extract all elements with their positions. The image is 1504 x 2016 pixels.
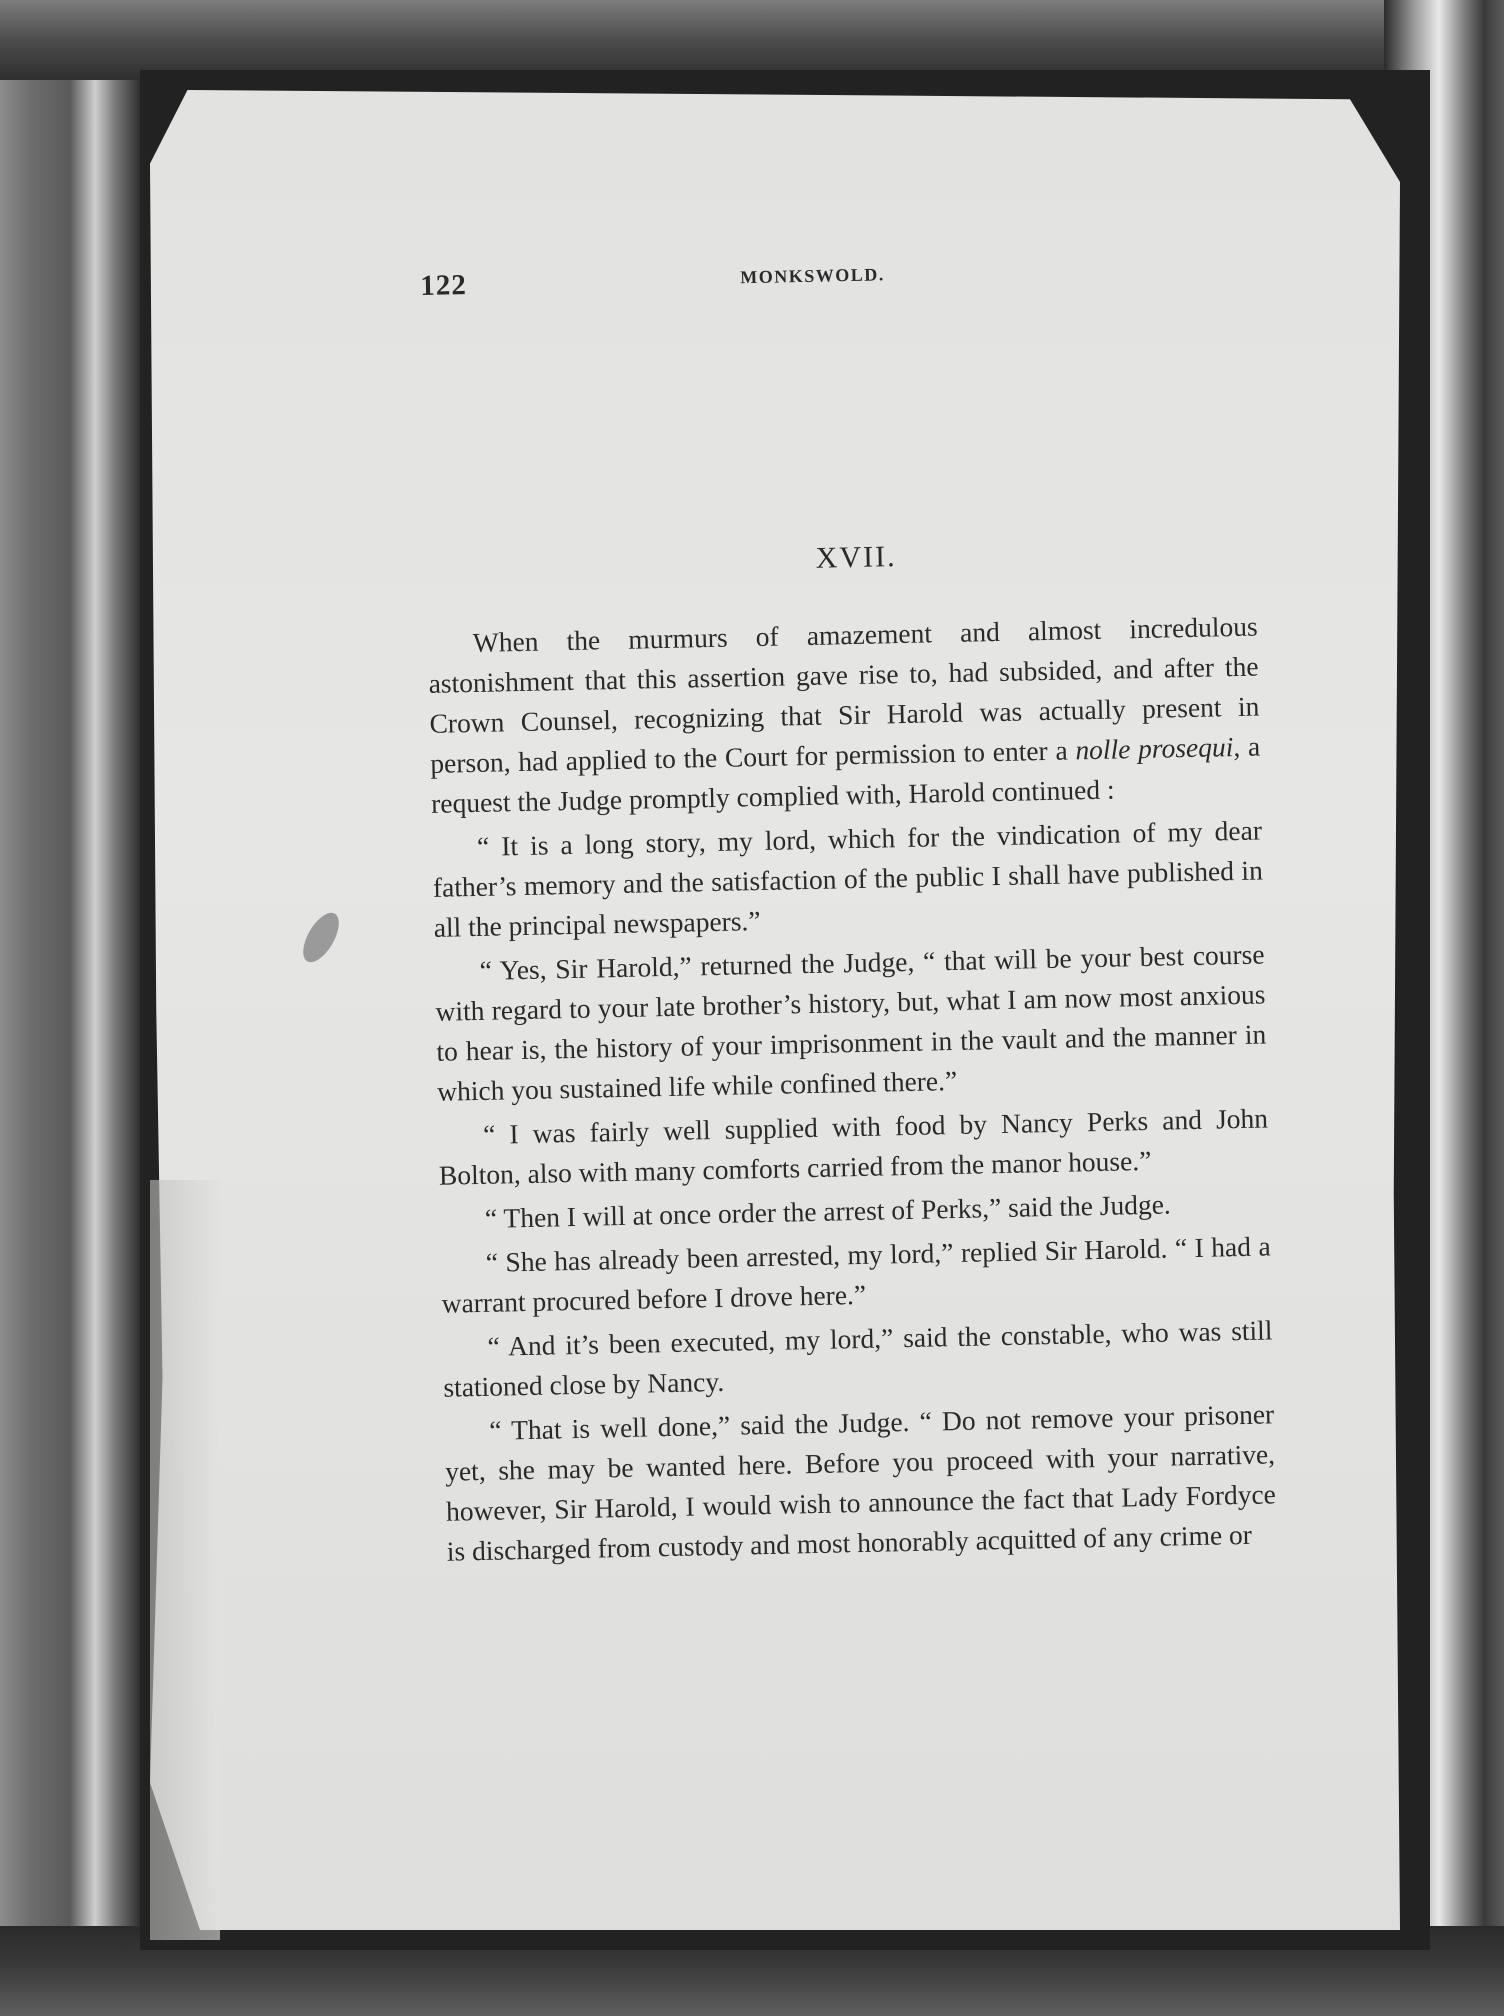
paragraph-1 bbox=[427, 607, 1261, 824]
page-content bbox=[420, 253, 1277, 1576]
paragraph-8: “ That is well done,” said the Judge. “ Do not remove your prisoner yet, she may be wanted here. Before you proceed with your narrative, however, Sir Harold, I would wish to announce the fact that Lady Fordyce is discharged from custody and most honorably acquitted of any crime or bbox=[444, 1398, 1277, 1567]
paragraph-3: “ Yes, Sir Harold,” returned the Judge, “ that will be your best course with regard to your late brother’s history, but, what I am now most anxious to hear is, the history of your imprisonment in the vault and the manner in which you sustained life while confined there.” bbox=[435, 938, 1267, 1107]
paragraph-1-italic: nolle prosequi, bbox=[1075, 730, 1241, 766]
torn-page-edge bbox=[150, 1180, 220, 1940]
running-head: MONKSWOLD. bbox=[740, 264, 885, 288]
paragraph-1-text-end: a request the Judge promptly complied with, Harold continued : bbox=[430, 730, 1261, 819]
paragraph-7: “ And it’s been executed, my lord,” said the constable, who was still stationed close by Nancy. bbox=[443, 1314, 1273, 1403]
photo-frame-top bbox=[0, 0, 1504, 80]
paragraph-6: “ She has already been arrested, my lord,” replied Sir Harold. “ I had a warrant procured before I drove here.” bbox=[441, 1230, 1271, 1319]
paragraph-2: “ It is a long story, my lord, which for the vindication of my dear father’s memory and the satisfaction of the public I shall have published in all the principal newspapers.” bbox=[432, 814, 1264, 943]
paragraph-1-text-start: When the murmurs of amazement and almost incredulous astonishment that this assertion gave rise to, had subsided, and after the Crown Counsel, recognizing that Sir Harold was actually present in person, had applied to the Court for permission to enter a bbox=[428, 610, 1260, 779]
paragraph-5: “ Then I will at once order the arrest of Perks,” said the Judge. bbox=[484, 1188, 1172, 1234]
page-number: 122 bbox=[420, 269, 468, 302]
chapter-title: XVII. bbox=[815, 540, 897, 575]
paragraph-4: “ I was fairly well supplied with food by Nancy Perks and John Bolton, also with many comforts carried from the manor house.” bbox=[438, 1102, 1269, 1191]
